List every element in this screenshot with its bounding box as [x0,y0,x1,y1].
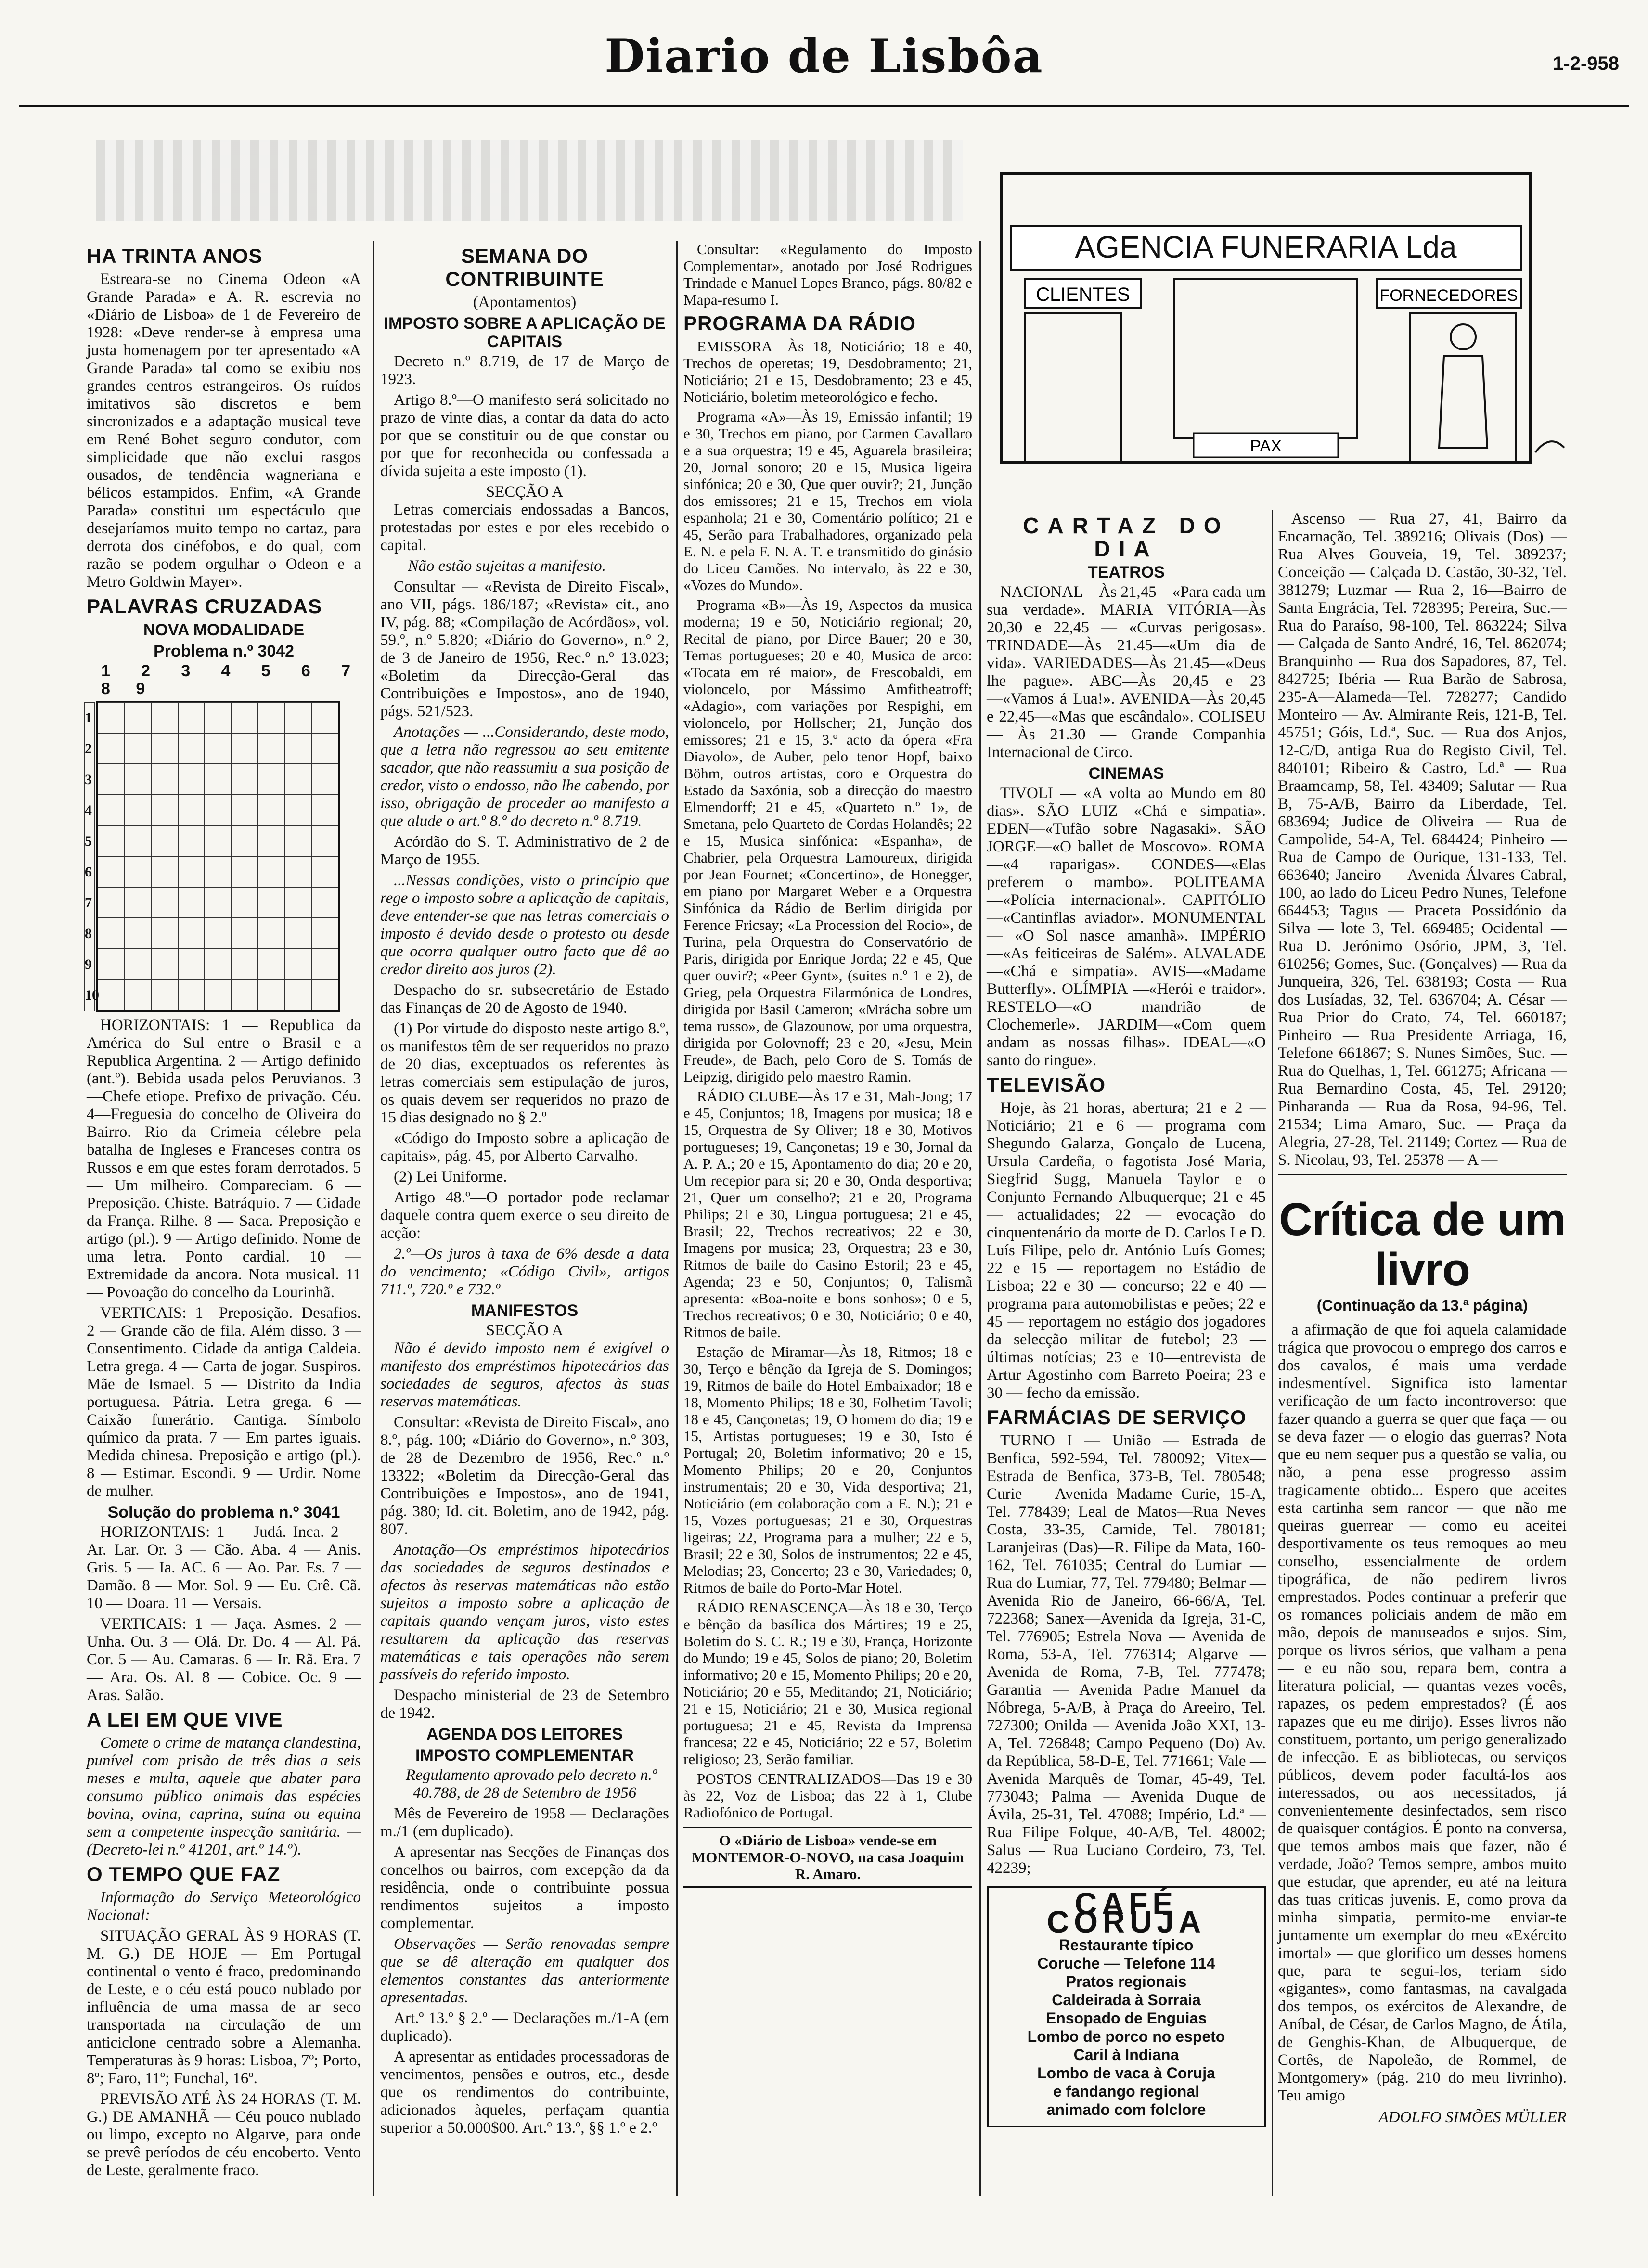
paragraph: Despacho do sr. subsecretário de Estado das Finanças de 20 de Agosto de 1940. [380,981,669,1017]
cafe-line: Caril à Indiana [1073,2046,1179,2063]
crossword-cell [151,856,178,887]
cafe-line: Ensopado de Enguias [1045,2010,1207,2027]
crossword-cell [232,764,258,795]
farmacias-continued: Ascenso — Rua 27, 41, Bairro da Encarnação, Tel. 389216; Olivais (Dos) — Rua Alves Gouveia, 19, Tel. 389237; Conceição — Calçada D. Castão, 30-32, Tel. 381279; Luzmar — Rua 2, 16—Bairro de Santa Engrácia, Tel. 728395; Pereira, Suc.—Rua do Paraíso, 98-100, Tel. 863224; Silva — Calçada de Santo André, 16, Tel. 862074; Branquinho — Rua dos Sapadores, 87, Tel. 842725; Ibéria — Rua Barão de Sabrosa, 235-A—Alameda—Tel. 728277; Candido Monteiro — Av. Almirante Reis, 121-B, Tel. 45751; Góis, Ld.ª, Suc. — Rua dos Anjos, 12-C/D, antiga Rua do Registo Civil, Tel. 840101; Ribeiro & Castro, Ld.ª — Rua Braamcamp, 58, Tel. 43409; Salutar — Rua B, 75-A/B, Bairro da Liberdade, Tel. 683694; Judice de Oliveira — Rua de Campolide, 54-A, Tel. 684424; Pinheiro — Rua de Campo de Ourique, 131-133, Tel. 663640; Janeiro — Avenida Álvares Cabral, 100, ao lado do Liceu Pedro Nunes, Telefone 664453; Tagus — Praceta Possidónio da Silva — lote 3, Tel. 669485; Ocidental — Rua D. Jerónimo Osório, JPM, 3, Tel. 610256; Gomes, Suc. (Gonçalves) — Rua da Junqueira, 326, Tel. 638193; Costa — Rua dos Lusíadas, 32, Tel. 636704; A. César — Rua Prior do Crato, 74, Tel. 660187; Pinheiro — Rua Presidente Arriaga, 16, Telefone 661867; S. Nunes Simões, Suc. — Rua do Quelhas, 1, Tel. 661275; Africana — Rua Bernardino Costa, 45, Tel. 29120; Pinharanda — Rua da Rosa, 94-96, Tel. 21534; Lima Amaro, Suc. — Praça da Alegria, 27-28, Tel. 21149; Cortez — Rua de S. Nicolau, 93, Tel. 25378 — A — [1278,510,1567,1169]
cafe-line: Lombo de porco no espeto [1027,2028,1225,2045]
crossword-cell [311,979,338,1010]
cinemas-list: TIVOLI — «A volta ao Mundo em 80 dias». SÃO LUIZ—«Chá e simpatia». EDEN—«Tufão sobre Nagasaki». SÃO JORGE—«O ballet de Moscovo». ROMA—«4 raparigas». CONDES—«Elas preferem o mambo». POLITEAMA—«Polícia internacional». CAPITÓLIO—«Cantinflas aviador». MONUMENTAL — «O Sol nasce amanhã». IMPÉRIO—«As feiticeiras de Salém». ALVALADE—«Chá e simpatia». AVIS—«Madame Butterfly». OLÍMPIA —«Herói e traidor». RESTELO—«O mandrião de Clochemerle». JARDIM—«Com quem andam as nossas filhas». IDEAL—«O santo do ringue». [987,785,1266,1069]
crossword-cell [311,887,338,918]
ha-trinta-anos-text: Estreara-se no Cinema Odeon «A Grande Parada» e A. R. escrevia no «Diário de Lisboa» de 1 de Fevereiro de 1928: «Deve render-se à empresa uma justa homenagem por ter apresentado «A Grande Parada» tal como se exibiu nos grandes centros estrangeiros. Os ruídos imitativos são discretos e bem sincronizados e a adaptação musical teve em René Bohet seguro condutor, com simplicidade que não exclui rasgos ousados, de tendência wagneriana e bélicos estampidos. Enfim, «A Grande Parada» constitui um espectáculo que desejaríamos muito tempo no cartaz, para derrota dos cinéfobos, e do qual, com razão se podem orgulhar o Odeon e a Metro Goldwin Mayer». [87,271,361,591]
building-facade [1001,173,1531,462]
shop-window [1174,279,1357,438]
crossword-cell [98,949,125,979]
paragraph: Consultar: «Regulamento do Imposto Complementar», anotado por José Rodrigues Trindade e Manuel Lopes Branco, págs. 80/82 e Mapa-resumo I. [683,241,972,308]
cinemas-heading: CINEMAS [1088,764,1164,783]
imposto-heading: IMPOSTO SOBRE A APLICAÇÃO DE CAPITAIS [384,314,666,351]
crossword-cell [151,918,178,949]
crossword-cell [232,979,258,1010]
paragraph: Art.º 13.º § 2.º — Declarações m./1-A (em duplicado). [380,2010,669,2045]
crossword-cell [205,856,232,887]
crossword-cell [205,702,232,733]
crossword-cell [205,918,232,949]
crossword-cell [232,702,258,733]
clientes-text: CLIENTES [1036,284,1130,305]
semana-heading: SEMANA DO CONTRIBUINTE [445,245,604,290]
crossword-cell [151,733,178,764]
crossword-cell [125,764,152,795]
manifestos-heading: MANIFESTOS [471,1302,579,1320]
paragraph: Observações — Serão renovadas sempre que se dê alteração em qualquer dos elementos constantes das anteriormente apresentadas. [380,1935,669,2006]
crossword-cell [178,764,205,795]
crossword-cell [125,795,152,825]
paragraph: (1) Por virtude do disposto neste artigo 8.º, os manifestos têm de ser requeridos no prazo de 20 dias, exceptuados os referentes às letras comerciais sem estipulação de juros, os quais devem ser requeridos no prazo de 15 dias designado no § 2.º [380,1020,669,1126]
critica-author: ADOLFO SIMÕES MÜLLER [1378,2109,1567,2126]
paragraph: RÁDIO RENASCENÇA—Às 18 e 30, Terço e bênção da basílica dos Mártires; 19 e 25, Boletim do S. C. R.; 19 e 30, França, Horizonte do Mundo; 19 e 45, Solos de piano; 20, Boletim informativo; 20 e 15, Momento Philips; 20 e 20, Noticiário; 20 e 55, Meditando; 21, Noticiário; 21 e 15, Noticiário; 21 e 30, Musica regional portuguesa; 21 e 45, Revista da Imprensa francesa; 22 e 45, Noticiário; 22 e 57, Boletim religioso; 23, Serão familiar. [683,1599,972,1767]
pax-text: PAX [1250,437,1282,455]
palavras-cruzadas-heading: PALAVRAS CRUZADAS [87,595,322,618]
crossword-cell [98,764,125,795]
crossword-cell [151,949,178,979]
crossword-cell [125,949,152,979]
newspaper-title: Diario de Lisbôa [605,29,1043,83]
crossword-cell [285,856,312,887]
masthead-rule [19,105,1629,107]
crossword-cell [258,949,285,979]
cafe-line: Caldeirada à Sorraia [1052,1991,1201,2009]
lei-heading: A LEI EM QUE VIVE [87,1708,283,1731]
paragraph: Consultar: «Revista de Direito Fiscal», ano 8.º, pág. 100; «Diário do Governo», n.º 303, de 28 de Dezembro de 1956, Rec.º n.º 13322; «Boletim da Direcção-Geral das Contribuições e Impostos», ano de 1941, pág. 380; Id. cit. Boletim, ano de 1942, pág. 807. [380,1414,669,1538]
crossword-cell [258,887,285,918]
seccao-label: SECÇÃO A [486,1322,564,1339]
crossword-cell [311,825,338,856]
crossword-cell [98,702,125,733]
problema-number: Problema n.º 3042 [153,642,295,660]
column-4 [987,510,1266,2136]
column-rule [979,241,981,2196]
crossword-cell [98,856,125,887]
crossword-cell [232,825,258,856]
paragraph: Programa «B»—Às 19, Aspectos da musica moderna; 19 e 50, Noticiário regional; 20, Recital de piano, por Dirce Bauer; 20 e 30, Temas portugueses; 20 e 40, Musica de arco: «Tocata em ré maior», de Frescobaldi, em violoncelo, por Mássimo Amfitheatroff; «Adagio», com variações por Respighi, em violoncelo, por Hollscher; 21, Junção dos emissores; 21 e 15, 3.º acto da ópera «Fra Diavolo», de Auber, pelo tenor Hopf, baixo Böhm, outros artistas, coro e Orquestra do Estado da Saxónia, sob a direcção do maestro Elmendorff; 21 e 45, «Quarteto n.º 1», de Smetana, pelo Quarteto de Cordas Holandês; 22 e 15, Musica sinfónica: «Espanha», de Chabrier, pela Orquestra Lamoureux, dirigida por Jean Fournet; «Concertino», de Honegger, em piano por Margaret Weber e a Orquestra Sinfónica da Rádio de Berlim dirigida por Ference Fricsay; «La Procession del Rocio», de Turina, pela Orquestra do Conservatório de Paris, dirigida por Enrique Jorda; 22 e 45, Que quer ouvir?; «Peer Gynt», (suites n.º 1 e 2), de Grieg, pela Orquestra Filarmónica de Londres, dirigida por Basil Cameron; «Mrácha sobre um tema russo», de Glazounow, por uma orquestra, dirigida por Golovnoff; 23 e 20, «Jesu, Mein Freude», de Bach, pelo Coro de S. Tomás de Leipzig, dirigido pelo maestro Ramin. [683,596,972,1085]
crossword-cell [151,825,178,856]
tempo-situacao: SITUAÇÃO GERAL ÀS 9 HORAS (T. M. G.) DE HOJE — Em Portugal continental o vento é fraco, predominando de Leste, e o céu está pouco nublado por influência de uma massa de ar seco transportada na circulação de um anticiclone centrado sobre a Alemanha. Temperaturas às 9 horas: Lisboa, 7º; Porto, 8º; Faro, 11º; Funchal, 16º. [87,1927,361,2087]
crossword-cell [178,856,205,887]
section-rule [1278,1174,1567,1175]
crossword-cell [125,702,152,733]
crossword-cell [125,733,152,764]
paragraph: ...Nessas condições, visto o princípio que rege o imposto sobre a aplicação de capitais, deve entender-se que nas letras comerciais o imposto é devido desde o protesto ou desde que ocorra qualquer outro facto que dê ao credor direito aos juros (2). [380,872,669,978]
critica-subheading: (Continuação da 13.ª página) [1316,1297,1528,1314]
crossword-cell [285,825,312,856]
figure-head [1451,324,1476,349]
crossword-cell [285,918,312,949]
cartaz-heading: CARTAZ DO DIA [1023,513,1230,561]
crossword-cell [178,702,205,733]
paragraph: Regulamento aprovado pelo decreto n.º 40.788, de 28 de Setembro de 1956 [406,1766,657,1802]
paragraph: 2.º—Os juros à taxa de 6% desde a data do vencimento; «Código Civil», artigos 711.º, 720.º e 732.º [380,1245,669,1298]
paragraph: Decreto n.º 8.719, de 17 de Março de 1923. [380,353,669,388]
tempo-heading: O TEMPO QUE FAZ [87,1863,281,1885]
crossword-cell [98,795,125,825]
crossword-cell [151,702,178,733]
crossword-cell [311,702,338,733]
crossword-cell [232,733,258,764]
crossword-cell [285,764,312,795]
crossword-cell [98,887,125,918]
cafe-line: e fandango regional [1053,2083,1200,2100]
crossword-cell [258,764,285,795]
figure-body [1439,356,1487,448]
funeral-agency-cartoon [982,164,1574,481]
montemor-note: O «Diário de Lisboa» vende-se em MONTEMOR-O-NOVO, na casa Joaquim R. Amaro. [683,1827,972,1888]
crossword-cell [151,979,178,1010]
horizontais-clues: HORIZONTAIS: 1 — Republica da América do Sul entre o Brasil e a Republica Argentina. 2 — Artigo definido (ant.º). Bebida usada pelos Peruvianos. 3—Chefe etiope. Prefixo de privação. Céu. 4—Freguesia do concelho de Oliveira do Bairro. Rio da Crimeia célebre pela batalha de Ingleses e Franceses contra os Russos e em que estes foram derrotados. 5 — Um milheiro. Compareciam. 6 — Preposição. Chiste. Batráquio. 7 — Cidade da França. Rilhe. 8 — Saca. Preposição e artigo (pl.). 9 — Artigo definido. Nome de uma letra. Ponto cardial. 10 — Extremidade da ancora. Nota musical. 11 — Povoação do concelho da Lourinhã. [87,1017,361,1301]
faded-banner-strip [96,140,963,221]
cafe-line: animado com folclore [1046,2101,1206,2118]
crossword-cell [98,918,125,949]
left-door [1025,313,1121,462]
crossword-cell [232,949,258,979]
crossword-cell [125,856,152,887]
crossword-cell [205,825,232,856]
agenda-subheading: IMPOSTO COMPLEMENTAR [415,1746,634,1765]
crossword-cell [205,979,232,1010]
crossword-row-numbers: 1 2 3 4 5 6 7 8 9 10 [84,702,95,1011]
cafe-coruja-ad [987,1886,1266,2127]
solucao-horizontais: HORIZONTAIS: 1 — Judá. Inca. 2 — Ar. Lar. Or. 3 — Cão. Aba. 4 — Anis. Gris. 5 — Ia. AC. 6 — Ao. Par. Es. 7 — Damão. 8 — Mor. Sol. 9 — Eu. Crê. Cã. 10 — Doara. 11 — Versais. [87,1523,361,1612]
cafe-line: Coruche — Telefone 114 [1037,1955,1215,1972]
cafe-name: CAFÉ CORUJA [1046,1886,1206,1939]
crossword-cell [258,733,285,764]
paragraph: Anotação—Os empréstimos hipotecários das sociedades de seguros destinados e afectos às reservas matemáticas não estão sujeitos a imposto sobre a aplicação de capitais quando vençam juros, visto estes resultarem da aplicação das reservas matemáticas e tais operações não serem passíveis do referido imposto. [380,1541,669,1683]
crossword-cell [151,887,178,918]
column-2 [380,241,669,2140]
crossword-cell [232,856,258,887]
crossword-cell [285,702,312,733]
crossword-cell [178,825,205,856]
crossword-cell [98,733,125,764]
paragraph: (2) Lei Uniforme. [394,1168,507,1186]
crossword-cell [285,949,312,979]
crossword-cell [311,949,338,979]
crossword-cell [125,918,152,949]
crossword-cell [258,795,285,825]
crossword-cell [205,733,232,764]
crossword-cell [205,764,232,795]
paragraph: Consultar — «Revista de Direito Fiscal», ano VII, págs. 186/187; «Revista» cit., ano IV, pág. 88; «Compilação de Acórdãos», vol. 59.º, n.º 5.820; «Diário do Governo», n.º 2, de 3 de Janeiro de 1956, Rec.º n.º 13.023; «Boletim da Direcção-Geral das Contribuições e Impostos», ano de 1940, págs. 521/523. [380,578,669,720]
crossword-column-numbers: 1 2 3 4 5 6 7 8 9 [101,662,361,698]
crossword-cell [125,979,152,1010]
crossword-cell [178,795,205,825]
crossword-cell [125,887,152,918]
crossword-cell [232,887,258,918]
paragraph: Estação de Miramar—Às 18, Ritmos; 18 e 30, Terço e bênção da Igreja de S. Domingos; 19, Ritmos de baile do Hotel Embaixador; 18 e 18, Momento Philips; 18 e 30, Folhetim Tavoli; 18 e 45, Cançonetas; 19, O homem do dia; 19 e 15, Artistas portugueses; 19 e 30, Isto é Portugal; 20, Boletim informativo; 20 e 15, Momento Philips; 20 e 20, Conjuntos instrumentais; 20 e 30, Vida desportiva; 21, Noticiário (em colaboração com a E. N.); 21 e 15, Vozes portuguesas; 21 e 30, Orquestras ligeiras; 22, Programa para a mulher; 22 e 5, Brasil; 22 e 30, Solos de instrumentos; 22 e 45, Melodias; 23, Concerto; 23 e 30, Variedades; 0, Ritmos de baile do Porto-Mar Hotel. [683,1343,972,1596]
crossword-cell [125,825,152,856]
cafe-line: Restaurante típico [1059,1936,1194,1954]
paragraph: A apresentar nas Secções de Finanças dos concelhos ou bairros, com excepção da da residência, onde o contribuinte possua rendimentos sujeitos a imposto complementar. [380,1843,669,1932]
semana-subheading: (Apontamentos) [473,294,577,311]
crossword-cell [178,887,205,918]
ha-trinta-anos-heading: HA TRINTA ANOS [87,245,263,267]
column-5 [1278,510,1567,2126]
crossword-cell [205,949,232,979]
issue-date: 1-2-958 [1553,53,1619,74]
column-rule [676,241,678,2196]
paragraph: Programa «A»—Às 19, Emissão infantil; 19 e 30, Trechos em piano, por Carmen Cavallaro e a sua orquestra; 19 e 45, Aguarela brasileira; 20, Jornal sonoro; 20 e 15, Musica ligeira sinfónica; 20 e 30, Que quer ouvir?; 21, Junção dos emissores; 21 e 15, Trechos em viola espanhola; 21 e 30, Comentário político; 21 e 45, Serão para Trabalhadores, organizado pela E. N. e pela F. N. A. T. e transmitido do ginásio do Liceu Camões. No intervalo, às 22 e 30, «Vozes do Mundo». [683,408,972,593]
right-door [1410,313,1516,462]
paragraph: A apresentar as entidades processadoras de vencimentos, pensões e outros, etc., desde que os rendimentos do contribuinte, adicionados àqueles, perfaçam quantia superior a 50.000$00. Art.º 13.º, §§ 1.º e 2.º [380,2048,669,2137]
crossword-cell [178,979,205,1010]
fornecedores-text: FORNECEDORES [1379,286,1518,305]
critica-text: a afirmação de que foi aquela calamidade trágica que provocou o emprego dos carros e dos cavalos, é mais uma verdade indesmentível. Significa isto lamentar verificação de um facto incontroverso: que fazer quando a guerra se quer que faça — ou se deva fazer — o elogio das guerras? Nota que eu nem sequer pus a questão se valia, ou não, a pena esse progresso assim tragicamente obtido... Espero que aceites esta cartinha sem rancor — que não me queiras guerrear — como eu aceitei desportivamente os teus remoques ao meu conselho, essencialmente de ordem tipográfica, de não pedirem livros emprestados. Podes continuar a preferir que os romances policiais andem de mão em mão, depois de manuseados e sujos. Sim, porque os livros sérios, que valham a pena — e eu não sou, repara bem, contra a literatura policial, — quantas vezes vocês, rapazes, os pedem emprestados? (É aos rapazes que eu me dirijo). Esses livros não constituem, portanto, um perigo generalizado de infecção. E as bibliotecas, ou serviços públicos, devem poder facultá-los aos interessados, ou aos necessitados, já convenientemente desinfectados, sem risco de quaisquer contágios. É ponto na conversa, que temos ambos mais que fazer, não é verdade, João? Temos sempre, ambos muito que estudar, que aprender, eu até na leitura das tuas críticas juvenis. E, como prova da minha simpatia, permito-me enviar-te juntamente um exemplar do meu «Exército imortal» — que glorifico um desses homens que, para te segui-los, teriam sido «gigantes», como fantasmas, na cavalgada dos tempos, os exércitos de Alexandre, de Aníbal, de César, de Carlos Magno, de Átila, de Genghis-Khan, de Albuquerque, de Cortês, de Napoleão, de Rommel, de Montgomery» (pág. 210 do meu livrinho). Teu amigo [1278,1321,1567,2104]
paragraph: Artigo 8.º—O manifesto será solicitado no prazo de vinte dias, a contar da data do acto por que se constituir ou de que constar ou por que for reconhecida ou confessada a dívida sujeita a este imposto (1). [380,391,669,480]
crossword-cell [285,795,312,825]
column-3 [683,241,972,1888]
crossword-cell [178,949,205,979]
paragraph: Mês de Fevereiro de 1958 — Declarações m./1 (em duplicado). [380,1805,669,1840]
masthead [0,0,1648,111]
artist-signature-icon [1535,441,1564,452]
solucao-heading: Solução do problema n.º 3041 [107,1503,340,1521]
crossword-cell [285,733,312,764]
crossword-cell [151,764,178,795]
crossword-cell [258,918,285,949]
paragraph: Artigo 48.º—O portador pode reclamar daquele contra quem exerce o seu direito de acção: [380,1189,669,1242]
crossword-cell [232,918,258,949]
crossword-cell [178,918,205,949]
programa-radio-heading: PROGRAMA DA RÁDIO [683,312,916,335]
solucao-verticais: VERTICAIS: 1 — Jaça. Asmes. 2 — Unha. Ou. 3 — Olá. Dr. Do. 4 — Al. Pá. Cor. 5 — Au. Camaras. 6 — Ir. Rã. Era. 7 — Ara. Os. Al. 8 — Cobice. Oc. 9 — Aras. Salão. [87,1615,361,1704]
televisao-heading: TELEVISÃO [987,1073,1106,1096]
tempo-intro: Informação do Serviço Meteorológico Nacional: [87,1889,361,1924]
crossword-cell [311,764,338,795]
crossword-cell [98,979,125,1010]
paragraph: POSTOS CENTRALIZADOS—Das 19 e 30 às 22, Voz de Lisboa; das 22 à 1, Clube Radiofónico de Portugal. [683,1770,972,1821]
crossword-cell [311,733,338,764]
paragraph: Não é devido imposto nem é exigível o manifesto dos empréstimos hipotecários das sociedades de seguros, afectos às suas reservas matemáticas. [380,1340,669,1410]
paragraph: EMISSORA—Às 18, Noticiário; 18 e 40, Trechos de operetas; 19, Desdobramento; 21, Noticiário; 21 e 15, Desdobramento; 23 e 45, Noticiário, boletim meteorológico e fecho. [683,338,972,405]
crossword-grid [85,701,340,1012]
nova-modalidade-subheading: NOVA MODALIDADE [143,621,305,639]
critica-heading: Crítica de um livro [1279,1194,1566,1295]
paragraph: Acórdão do S. T. Administrativo de 2 de Março de 1955. [380,833,669,868]
crossword-cell [285,887,312,918]
crossword-cell [205,887,232,918]
sign-text: AGENCIA FUNERARIA Lda [1075,230,1457,264]
crossword-cell [232,795,258,825]
crossword-cell [98,825,125,856]
televisao-text: Hoje, às 21 horas, abertura; 21 e 2 — Noticiário; 21 e 6 — programa com Shegundo Galarza, Gonçalo de Lucena, Ursula Cardeña, o fagotista José Maria, Siegfrid Sugg, Manuela Taylor e o Conjunto Fernando Albuquerque; 21 e 45 — actualidades; 22 — evocação do cinquentenário da morte de D. Carlos I e D. Luís Filipe, pelo dr. António Luís Gomes; 22 e 15 — reportagem no Estádio de Lisboa; 22 e 30 — concurso; 22 e 40 — programa para automobilistas e peões; 22 e 45 — reportagem no estágio dos jogadores da selecção militar de futebol; 23 — últimas notícias; 23 e 10—entrevista de Artur Agostinho com Barreto Poeira; 23 e 30 — fecho da emissão. [987,1099,1266,1402]
crossword-cell [258,979,285,1010]
tempo-previsao: PREVISÃO ATÉ ÀS 24 HORAS (T. M. G.) DE AMANHÃ — Céu pouco nublado ou limpo, excepto no Algarve, para onde se prevê períodos de céu encoberto. Vento de Leste, geralmente fraco. [87,2090,361,2179]
paragraph: Despacho ministerial de 23 de Setembro de 1942. [380,1687,669,1722]
paragraph: Letras comerciais endossadas a Bancos, protestadas por estes e por eles recebido o capital. [380,501,669,554]
paragraph: Anotações — ...Considerando, deste modo, que a letra não regressou ao seu emitente sacador, que não reassumiu a sua posição de credor, visto o endosso, não lhe cabendo, por isso, obrigação de proceder ao manifesto a que alude o art.º 8.º do decreto n.º 8.719. [380,723,669,830]
farmacias-list: TURNO I — União — Estrada de Benfica, 592-594, Tel. 780092; Vitex—Estrada de Benfica, 373-B, Tel. 780548; Curie — Avenida Madame Curie, 15-A, Tel. 778439; Leal de Matos—Rua Neves Costa, 33-35, Carnide, Tel. 780181; Laranjeiras (Das)—R. Filipe da Mata, 160-162, Tel. 761035; Central do Lumiar — Rua do Lumiar, 77, Tel. 779480; Belmar — Avenida Rio de Janeiro, 66-66/A, Tel. 722368; Sanex—Avenida da Igreja, 31-C, Tel. 776905; Estrela Nova — Avenida de Roma, 53-A, Tel. 776314; Algarve — Avenida de Roma, 7-B, Tel. 777478; Garantia — Avenida Padre Manuel da Nóbrega, 5-A/B, à Praça do Areeiro, Tel. 727300; Onilda — Avenida João XXI, 13-A, Tel. 726848; Campo Pequeno (Do) Av. da República, 58-D-E, Tel. 771661; Vale — Avenida Marquês de Tomar, 45-49, Tel. 773043; Palma — Avenida Duque de Ávila, 25-31, Tel. 47088; Império, Ld.ª — Rua Filipe Folque, 40-A/B, Tel. 48002; Salus — Rua Luciano Cordeiro, 73, Tel. 42239; [987,1432,1266,1877]
crossword-cell [151,795,178,825]
column-rule [373,241,374,2196]
crossword-cell [311,856,338,887]
verticais-clues: VERTICAIS: 1—Preposição. Desafios. 2 — Grande cão de fila. Além disso. 3 — Consentimento. Cidade da antiga Caldeia. Letra grega. 4 — Carta de jogar. Suspiros. Mãe de Ismael. 5 — Distrito da India portuguesa. Pátria. Letra grega. 6 — Caixão funerário. Cantiga. Símbolo químico da prata. 7 — Em partes iguais. Medida chinesa. Preposição e artigo (pl.). 8 — Estimar. Escondi. 9 — Urdir. Nome de mulher. [87,1304,361,1500]
crossword-cell [258,856,285,887]
crossword-cell [258,825,285,856]
teatros-list: NACIONAL—Às 21,45—«Para cada um sua verdade». MARIA VITÓRIA—Às 20,30 e 22,45 — «Curvas perigosas». TRINDADE—Às 21.45—«Um dia de vida». VARIEDADES—Às 21.45—«Deus lhe pague». ABC—Às 20,45 e 23—«Vamos á Lua!». AVENIDA—Às 20,45 e 22,45—«Mas que escândalo». COLISEU — Às 21.30 — Grande Companhia Internacional de Circo. [987,583,1266,761]
agenda-heading: AGENDA DOS LEITORES [426,1725,623,1743]
farmacias-heading: FARMÁCIAS DE SERVIÇO [987,1406,1247,1429]
crossword-cell [205,795,232,825]
cafe-line: Lombo de vaca à Coruja [1037,2064,1215,2082]
paragraph: «Código do Imposto sobre a aplicação de capitais», pág. 45, por Alberto Carvalho. [380,1130,669,1165]
paragraph: RÁDIO CLUBE—Às 17 e 31, Mah-Jong; 17 e 45, Conjuntos; 18, Imagens por musica; 18 e 15, Orquestra de Sy Oliver; 18 e 30, Motivos portugueses; 19, Cançonetas; 19 e 30, Jornal da A. P. A.; 20 e 15, Apontamento do dia; 20 e 20, Um recepior para si; 20 e 30, Onda desportiva; 21, Quer um conselho?; 21 e 20, Programa Philips; 21 e 30, Lingua portuguesa; 21 e 45, Brasil; 22, Trechos recreativos; 22 e 30, Imagens por musica; 23, Orquestra; 23 e 30, Ritmos de baile do Casino Estoril; 23 e 45, Agenda; 23 e 50, Conjuntos; 0, Talismã apresenta: «Boa-noite e bons sonhos»; 0 e 5, Trechos recreativos; 0 e 30, Noticiário; 0 e 40, Ritmos de baile. [683,1088,972,1340]
paragraph: —Não estão sujeitas a manifesto. [394,557,606,575]
crossword-cell [285,979,312,1010]
crossword-cell [311,918,338,949]
seccao-label: SECÇÃO A [486,483,564,501]
teatros-heading: TEATROS [1088,563,1165,581]
crossword-cell [311,795,338,825]
column-1 [87,241,361,2182]
lei-text: Comete o crime de matança clandestina, punível com prisão de três dias a seis meses e multa, aquele que abater para consumo público animais das espécies bovina, ovina, caprina, suína ou equina sem a competente inspecção sanitária. — (Decreto-lei n.º 41201, art.º 14.º). [87,1734,361,1858]
crossword-cell [258,702,285,733]
column-rule [1272,510,1273,2196]
cafe-line: Pratos regionais [1066,1973,1187,1990]
crossword-cell [178,733,205,764]
